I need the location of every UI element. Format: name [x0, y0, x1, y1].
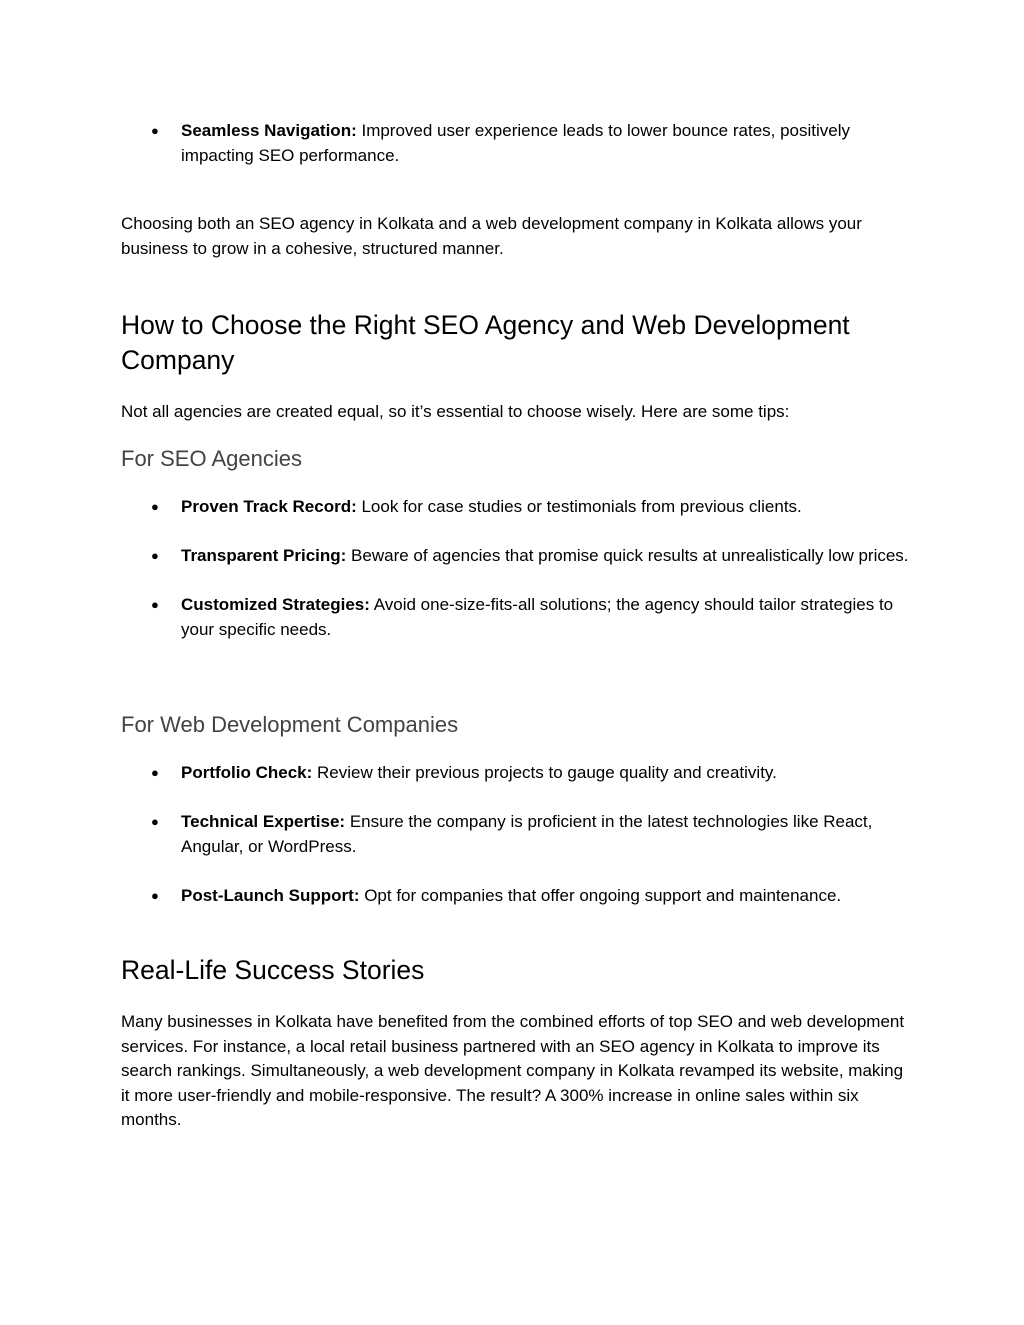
list-item [121, 761, 911, 786]
bullet-icon: ● [151, 765, 159, 780]
intro-bullet-list [121, 119, 911, 168]
list-item-term: Technical Expertise: [181, 812, 346, 831]
list-item-term: Transparent Pricing: [181, 546, 347, 565]
list-item-text: Opt for companies that offer ongoing support and maintenance. [359, 885, 842, 905]
bullet-icon: ● [151, 814, 159, 829]
list-item-text: Review their previous projects to gauge quality and creativity. [312, 763, 777, 782]
list-item [121, 495, 911, 520]
list-item [121, 884, 911, 909]
stories-paragraph: Many businesses in Kolkata have benefited from the combined efforts of top SEO and web development services. For instance, a local retail business partnered with an SEO agency in Kolkata to improve its search rankings. Simultaneously, a web development company in Kolkata revamped its website, making it more user-friendly and mobile-responsive. The result? A 300% increase in online sales within six months. [121, 1012, 905, 1129]
webdev-tips-list [121, 761, 911, 908]
bullet-icon: ● [151, 548, 159, 563]
list-item-text: Beware of agencies that promise quick results at unrealistically low prices. [346, 546, 909, 565]
bullet-icon: ● [151, 887, 159, 903]
list-item [121, 593, 911, 642]
list-item-term: Seamless Navigation: [181, 121, 357, 140]
seo-tips-list [121, 495, 911, 642]
list-item-text: Ensure the company is proficient in the latest technologies like React, Angular, or WordPress. [181, 812, 873, 856]
bullet-icon: ● [151, 597, 159, 612]
subheading-web-development: For Web Development Companies [121, 712, 459, 737]
subheading-seo-agencies: For SEO Agencies [121, 446, 302, 471]
choose-intro-paragraph: Not all agencies are created equal, so it’s essential to choose wisely. Here are some tips: [121, 402, 790, 421]
section-heading-stories: Real-Life Success Stories [121, 955, 425, 985]
list-item-term: Proven Track Record: [181, 497, 357, 516]
list-item-term: Portfolio Check: [181, 763, 313, 782]
list-item-term: Customized Strategies: [181, 595, 370, 614]
list-item-text: Avoid one-size-fits-all solutions; the agency should tailor strategies to your specific needs. [181, 595, 894, 639]
bullet-icon: ● [151, 123, 159, 138]
list-item-term: Post-Launch Support: [181, 885, 360, 905]
list-item [121, 544, 911, 569]
list-item [121, 119, 911, 168]
section-heading-choose: How to Choose the Right SEO Agency and Web Development Company [121, 310, 850, 375]
list-item-text: Look for case studies or testimonials from previous clients. [356, 497, 802, 516]
bullet-icon: ● [151, 499, 159, 514]
intro-paragraph: Choosing both an SEO agency in Kolkata and a web development company in Kolkata allows your business to grow in a cohesive, structured manner. [121, 214, 862, 258]
list-item-text: Improved user experience leads to lower bounce rates, positively impacting SEO performance. [181, 121, 851, 165]
list-item [121, 810, 911, 859]
